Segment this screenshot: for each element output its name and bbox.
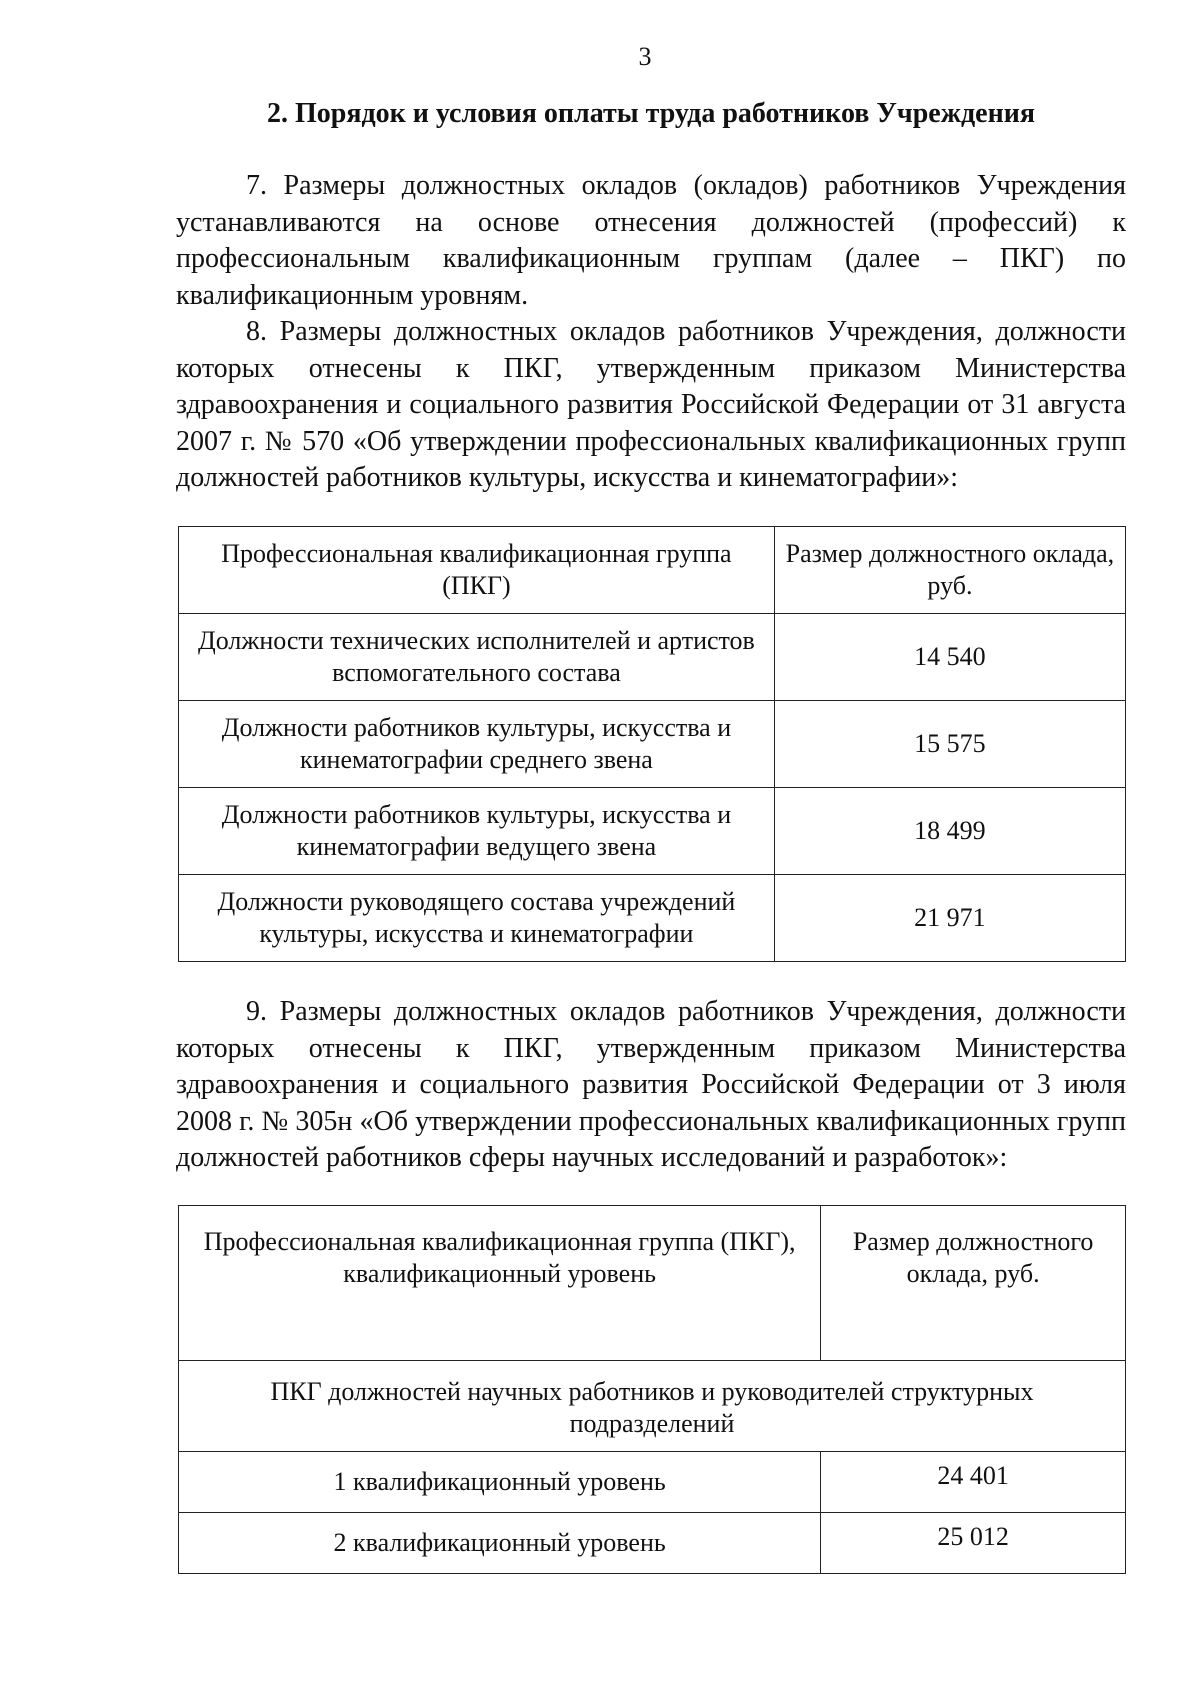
group-cell: Должности технических исполнителей и артистов вспомогательного состава xyxy=(179,614,775,701)
table-row xyxy=(179,701,1126,788)
group-cell: Должности работников культуры, искусства и кинематографии ведущего звена xyxy=(179,788,775,875)
header-salary: Размер должностного оклада, руб. xyxy=(821,1206,1126,1361)
paragraph-9: 9. Размеры должностных окладов работников Учреждения, должности которых отнесены к ПКГ, утвержденным приказом Министерства здравоохранения и социального развития Российской Федерации от 3 июля 2008 г. № 305н «Об утверждении профессиональных квалификационных групп должностей работников сферы научных исследований и разработок»: xyxy=(176,996,1126,1173)
salary-cell: 24 401 xyxy=(821,1452,1126,1513)
salary-table-culture xyxy=(178,526,1126,962)
salary-cell: 21 971 xyxy=(774,875,1125,962)
paragraph-8: 8. Размеры должностных окладов работников Учреждения, должности которых отнесены к ПКГ, утвержденным приказом Министерства здравоохранения и социального развития Российской Федерации от 31 августа 2007 г. № 570 «Об утверждении профессиональных квалификационных групп должностей работников культуры, искусства и кинематографии»: xyxy=(176,316,1126,493)
table-row xyxy=(179,1452,1126,1513)
level-cell: 2 квалификационный уровень xyxy=(179,1513,821,1574)
paragraph-7: 7. Размеры должностных окладов (окладов) работников Учреждения устанавливаются на основе отнесения должностей (профессий) к профессиональным квалификационным группам (далее – ПКГ) по квалификационным уровням. xyxy=(176,170,1126,311)
group-cell: Должности работников культуры, искусства и кинематографии среднего звена xyxy=(179,701,775,788)
level-cell: 1 квалификационный уровень xyxy=(179,1452,821,1513)
table-header-row xyxy=(179,527,1126,614)
table-row xyxy=(179,614,1126,701)
header-group-level: Профессиональная квалификационная группа (ПКГ), квалификационный уровень xyxy=(179,1206,821,1361)
group-title-cell: ПКГ должностей научных работников и руководителей структурных подразделений xyxy=(179,1361,1126,1452)
table-row xyxy=(179,1513,1126,1574)
table-row xyxy=(179,875,1126,962)
table-row xyxy=(179,788,1126,875)
salary-cell: 18 499 xyxy=(774,788,1125,875)
salary-cell: 25 012 xyxy=(821,1513,1126,1574)
salary-cell: 15 575 xyxy=(774,701,1125,788)
salary-cell: 14 540 xyxy=(774,614,1125,701)
group-title-row xyxy=(179,1361,1126,1452)
salary-table-science xyxy=(178,1205,1126,1574)
table-header-row xyxy=(179,1206,1126,1361)
page-number: 3 xyxy=(638,42,652,71)
header-group: Профессиональная квалификационная группа (ПКГ) xyxy=(179,527,775,614)
group-cell: Должности руководящего состава учреждений культуры, искусства и кинематографии xyxy=(179,875,775,962)
header-salary: Размер должностного оклада, руб. xyxy=(774,527,1125,614)
section-title: 2. Порядок и условия оплаты труда работников Учреждения xyxy=(266,98,1036,129)
